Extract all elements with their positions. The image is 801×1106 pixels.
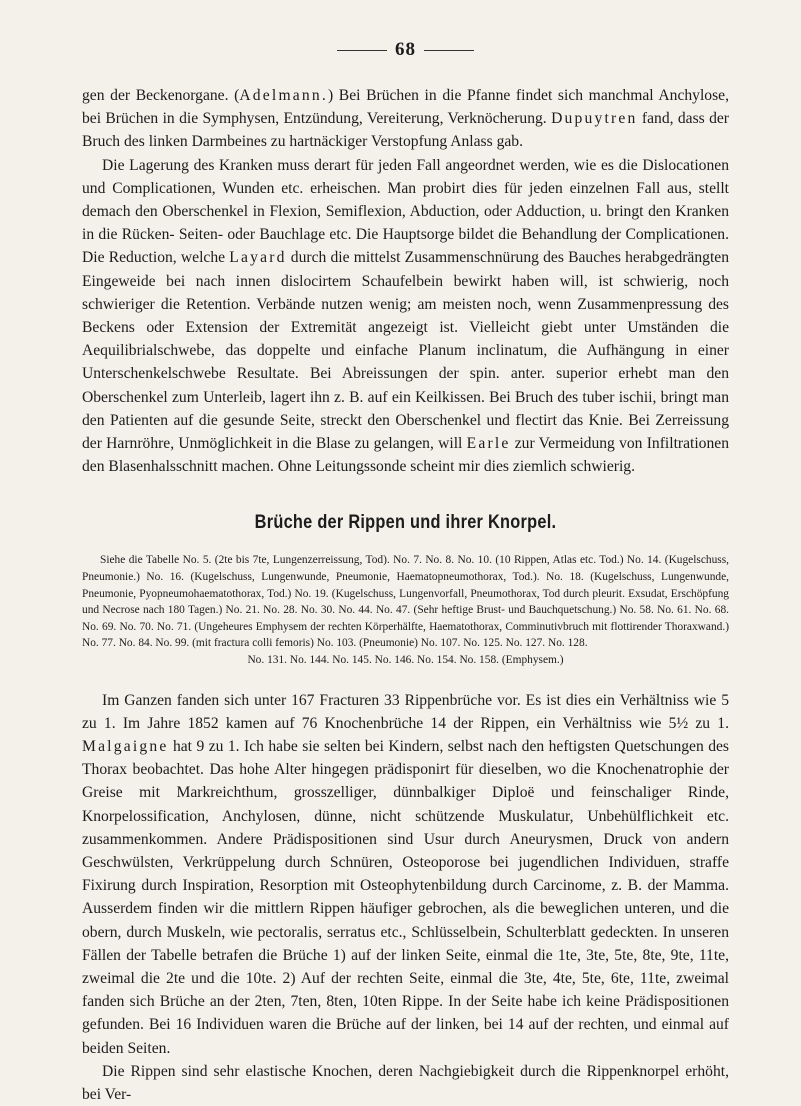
paragraph-1-text-a: gen der Beckenorgane. (	[82, 87, 240, 104]
author-name-earle: Earle	[466, 435, 511, 453]
author-name-layard: Layard	[229, 249, 287, 267]
paragraph-2	[82, 154, 729, 479]
body-text	[82, 84, 729, 478]
table-references-text: Siehe die Tabelle No. 5. (2te bis 7te, Lungenzerreissung, Tod). No. 7. No. 8. No. 10. (10 Rippen, Atlas etc. Tod.) No. 14. (Kugelschuss, Pneumonie.) No. 16. (Kugelschuss, Lungenwunde, Pneumonie, Haematopneumothorax, Tod.). No. 18. (Kugelschuss, Lungenwunde, Pneumonie, Pyopneumohaematothorax, Tod.) No. 19. (Kugelschuss, Lungenvorfall, Pneumothorax, Tod durch pleurit. Exsudat, Erschöpfung und Necrose nach 180 Tagen.) No. 21. No. 28. No. 30. No. 44. No. 47. (Sehr heftige Brust- und Bauchquetschung.) No. 58. No. 61. No. 68. No. 69. No. 70. No. 71. (Ungeheures Emphysem der rechten Körperhälfte, Haematothorax, Comminutivbruch mit flottirender Thoraxwand.) No. 77. No. 84. No. 99. (mit fractura colli femoris) No. 103. (Pneumonie) No. 107. No. 125. No. 127. No. 128.	[82, 554, 729, 650]
paragraph-3-text-a: Im Ganzen fanden sich unter 167 Fracturen 33 Rippenbrüche vor. Es ist dies ein Verhältniss wie 5 zu 1. Im Jahre 1852 kamen auf 76 Knochenbrüche 14 der Rippen, ein Verhältniss wie 5½ zu 1.	[82, 691, 729, 732]
section-heading: Brüche der Rippen und ihrer Knorpel.	[254, 512, 557, 534]
table-references	[82, 552, 729, 668]
paragraph-3	[82, 689, 729, 1060]
paragraph-4: Die Rippen sind sehr elastische Knochen, deren Nachgiebigkeit durch die Rippenknorpel erhöht, bei Ver-	[82, 1062, 729, 1104]
table-references-last-line: No. 131. No. 144. No. 145. No. 146. No. 154. No. 158. (Emphysem.)	[247, 654, 564, 667]
paragraph-2-text-b: durch die mittelst Zusammenschnürung des Bauches herabgedrängten Eingeweide bei nach innen dislocirtem Schaufelbein bewirkt haben will, ist schwierig, noch schwieriger die Retention. Verbände nutzen wenig; am meisten noch, wenn Zusammenpressung des Beckens oder Extension der Extremität angezeigt ist. Vielleicht giebt unter Umständen die Aequilibrialschwebe, das doppelte und einfache Planum inclinatum, die Aufhängung in einer Unterschenkelschwebe Resultate. Bei Abreissungen der spin. anter. superior erhebt man den Oberschenkel zum Unterleib, lagert ihn z. B. auf ein Keilkissen. Bei Bruch des tuber ischii, bringt man den Patienten auf die gesunde Seite, streckt den Oberschenkel und flectirt das Knie. Bei Zerreissung der Harnröhre, Unmöglichkeit in die Blase zu gelangen, will	[82, 249, 730, 453]
paragraph-1-text-c: fand, dass der Bruch des linken Darmbeines zu hartnäckiger Verstopfung Anlass gab.	[82, 110, 729, 151]
paragraph-2-text-a: Die Lagerung des Kranken muss derart für jeden Fall angeordnet werden, wie es die Dislocationen und Complicationen, Wunden etc. erheischen. Man probirt dies für jeden einzelnen Fall aus, stellt demach den Oberschenkel in Flexion, Semiflexion, Abduction, oder Adduction, u. bringt den Kranken in die Rücken- Seiten- oder Bauchlage etc. Die Hauptsorge bildet die Behandlung der Complicationen. Die Reduction, welche	[82, 156, 729, 267]
page-number: 68	[395, 39, 416, 60]
body-text-2	[82, 689, 729, 1106]
paragraph-1-text-b: ) Bei Brüchen in die Pfanne findet sich manchmal Anchylose, bei Brüchen in die Symphysen, Entzündung, Vereiterung, Verknöcherung.	[82, 87, 729, 128]
author-name-malgaigne: Malgaigne	[82, 738, 169, 756]
paragraph-1	[82, 84, 729, 154]
paragraph-2-text-c: zur Vermeidung von Infiltrationen den Blasenhalsschnitt machen. Ohne Leitungssonde scheint mir dies ziemlich schwierig.	[82, 435, 729, 476]
author-name-adelmann: Adelmann.	[239, 87, 328, 104]
header-rule-right	[424, 50, 474, 51]
paragraph-3-text-b: hat 9 zu 1. Ich habe sie selten bei Kindern, selbst nach den heftigsten Quetschungen des Thorax beobachtet. Das hohe Alter hingegen prädisponirt für dieselben, wo die Knochenatrophie der Greise mit Markreichthum, grosszelliger, dünnbalkiger Diploë und feinschaliger Rinde, Knorpelossification, Anchylosen, dünne, nicht schützende Muskulatur, Unbehülflichkeit etc. zusammenkommen. Andere Prädispositionen sind Usur durch Aneurysmen, Druck von andern Geschwülsten, Verkrüppelung durch Schnüren, Osteoporose bei jugendlichen Individuen, straffe Fixirung durch Inspiration, Resorption mit Osteophytenbildung durch Carcinome, z. B. der Mamma. Ausserdem finden wir die mittlern Rippen häufiger gebrochen, als die beweglichen unteren, und die obern, durch Muskeln, wie pectoralis, serratus etc., Schlüsselbein, Schulterblatt gedeckten. In unseren Fällen der Tabelle betrafen die Brüche 1) auf der linken Seite, einmal die 1te, 3te, 5te, 8te, 9te, 11te, zweimal die 2te und die 10te. 2) Auf der rechten Seite, einmal die 3te, 4te, 5te, 6te, 11te, zweimal fanden sich Brüche an der 2ten, 7ten, 8ten, 10ten Rippe. In der Seite habe ich keine Prädispositionen gefunden. Bei 16 Individuen waren die Brüche auf der linken, bei 14 auf der rechten, und einmal auf beiden Seiten.	[82, 738, 729, 1057]
header-rule-left	[337, 50, 387, 51]
page-header	[82, 38, 729, 62]
author-name-dupuytren: Dupuytren	[551, 110, 638, 128]
